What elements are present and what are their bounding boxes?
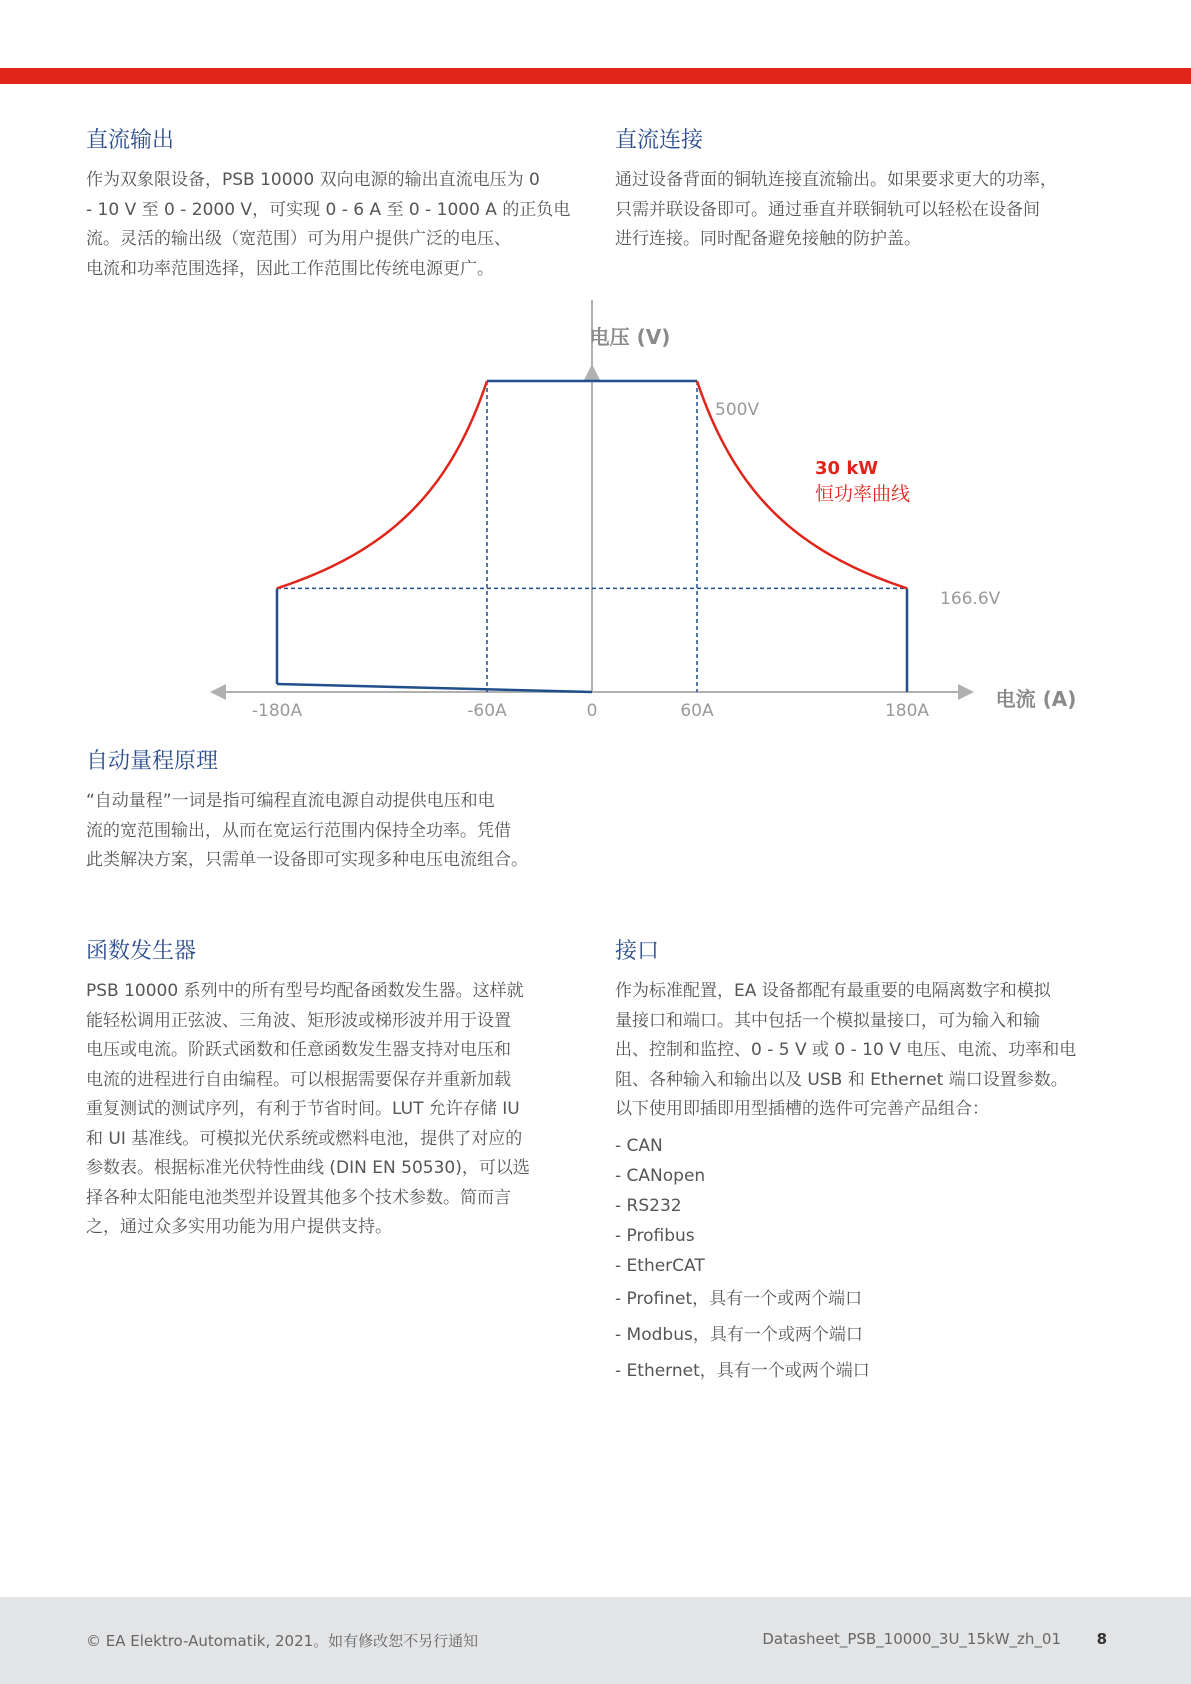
power-value-label: 30 kW [815,458,879,479]
voltage-min-label: 166.6V [940,589,1001,609]
paragraph-line: 能轻松调用正弦波、三角波、矩形波或梯形波并用于设置 [86,1010,511,1031]
paragraph-line: 此类解决方案，只需单一设备即可实现多种电压电流组合。 [86,850,528,870]
section-interfaces [615,937,1155,1389]
neg-bottom-line [277,684,592,692]
paragraph-line: 和 UI 基准线。可模拟光伏系统或燃料电池，提供了对应的 [86,1128,523,1149]
list-item: - EtherCAT [615,1255,705,1276]
voltage-max-label: 500V [715,400,760,420]
section-function-generator [86,937,606,1243]
paragraph-line: 进行连接。同时配备避免接触的防护盖。 [615,229,921,249]
paragraph-line: 量接口和端口。其中包括一个模拟量接口，可为输入和输 [615,1010,1040,1031]
paragraph-line: 作为双象限设备，PSB 10000 双向电源的输出直流电压为 0 [86,170,540,190]
paragraph-line: 电流的进程进行自由编程。可以根据需要保存并重新加载 [86,1069,511,1090]
section-title: 直流输出 [86,128,175,153]
paragraph-line: 通过设备背面的铜轨连接直流输出。如果要求更大的功率， [615,170,1057,190]
copyright-text: © EA Elektro-Automatik, 2021。如有修改恕不另行通知 [86,1632,479,1650]
paragraph-line: PSB 10000 系列中的所有型号均配备函数发生器。这样就 [86,981,524,1001]
list-item: - CANopen [615,1165,706,1186]
x-axis-arrow-right [958,684,974,700]
section-dc-connection [615,126,1135,255]
section-title: 直流连接 [615,128,704,153]
x-tick-label: 60A [680,701,714,720]
paragraph-line: “自动量程”一词是指可编程直流电源自动提供电压和电 [86,791,495,811]
paragraph-line: 电流和功率范围选择，因此工作范围比传统电源更广。 [86,258,494,279]
x-axis-label: 电流 (A) [995,687,1077,711]
paragraph-line: - 10 V 至 0 - 2000 V，可实现 0 - 6 A 至 0 - 1000 A 的正负电 [86,199,571,220]
top-accent-bar [0,68,1191,84]
x-tick-label: -60A [467,701,507,720]
paragraph-line: 阻、各种输入和输出以及 USB 和 Ethernet 端口设置参数。 [615,1069,1068,1090]
page-number: 8 [1096,1630,1107,1648]
paragraph-line: 重复测试的测试序列，有利于节省时间。LUT 允许存储 IU [86,1099,520,1119]
y-axis-arrow [584,364,600,380]
interface-options-list [615,1131,1155,1389]
paragraph-line: 参数表。根据标准光伏特性曲线 (DIN EN 50530)，可以选 [86,1158,530,1178]
x-axis-arrow-left [210,684,226,700]
paragraph-line: 只需并联设备即可。通过垂直并联铜轨可以轻松在设备间 [615,199,1040,220]
list-item: - Modbus，具有一个或两个端口 [615,1324,863,1345]
list-item: - Profibus [615,1225,695,1246]
list-item: - RS232 [615,1195,682,1216]
paragraph-line: 流的宽范围输出，从而在宽运行范围内保持全功率。凭借 [86,820,511,841]
section-title: 自动量程原理 [86,749,219,774]
section-autorange [86,747,646,876]
paragraph-line: 作为标准配置，EA 设备都配有最重要的电隔离数字和模拟 [615,981,1051,1001]
curve-name-label: 恒功率曲线 [815,483,911,505]
list-item: - Ethernet，具有一个或两个端口 [615,1360,870,1381]
x-tick-label: 0 [586,701,598,720]
autorange-chart [0,300,1191,720]
x-tick-label: 180A [884,701,930,720]
section-title: 接口 [615,939,660,964]
page-footer [0,1597,1191,1684]
paragraph-line: 之，通过众多实用功能为用户提供支持。 [86,1217,392,1237]
paragraph-line: 电压或电流。阶跃式函数和任意函数发生器支持对电压和 [86,1040,511,1060]
paragraph-line: 择各种太阳能电池类型并设置其他多个技术参数。简而言 [86,1187,511,1208]
x-tick-label: -180A [251,701,303,720]
list-item: - Profinet，具有一个或两个端口 [615,1288,863,1309]
constant-power-curve-negative [277,381,487,588]
paragraph-line: 出、控制和监控、0 - 5 V 或 0 - 10 V 电压、电流、功率和电 [615,1040,1077,1060]
paragraph-line: 流。灵活的输出级（宽范围）可为用户提供广泛的电压、 [86,229,511,249]
document-name: Datasheet_PSB_10000_3U_15kW_zh_01 [762,1630,1061,1648]
section-title: 函数发生器 [86,939,197,964]
paragraph-line: 以下使用即插即用型插槽的选件可完善产品组合： [615,1099,989,1119]
section-dc-output [86,126,606,284]
list-item: - CAN [615,1135,663,1156]
y-axis-label: 电压 (V) [589,325,671,349]
